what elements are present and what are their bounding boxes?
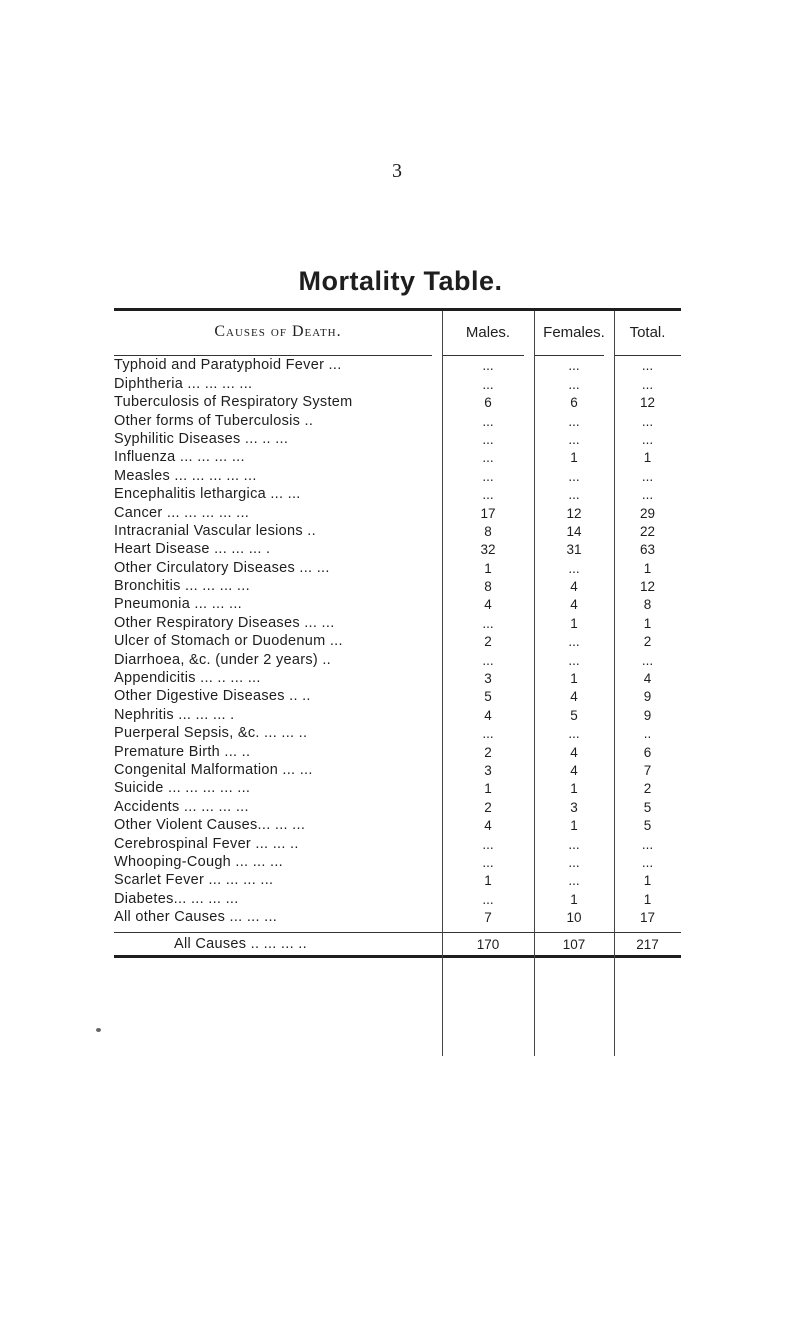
- row-cause: Syphilitic Diseases ... .. ...: [114, 430, 289, 447]
- row-total: 12: [639, 579, 656, 595]
- table-row: [114, 503, 681, 521]
- row-total: 9: [643, 689, 652, 705]
- row-total: ...: [641, 468, 654, 484]
- row-females: 10: [566, 910, 582, 926]
- row-total: 12: [639, 395, 656, 411]
- table-row: [114, 889, 681, 907]
- row-females: 4: [570, 744, 578, 760]
- row-total: ...: [641, 413, 654, 429]
- row-males: 1: [484, 873, 492, 889]
- table-row: [114, 448, 681, 466]
- row-cause: Heart Disease ... ... ... .: [114, 541, 271, 558]
- row-males: 1: [484, 560, 492, 576]
- table-row: [114, 558, 681, 576]
- header-females: Females.: [543, 323, 605, 341]
- table-row: [114, 853, 681, 871]
- row-females: 6: [570, 395, 578, 411]
- row-cause: Other Circulatory Diseases ... ...: [114, 559, 330, 576]
- row-total: ...: [641, 652, 654, 668]
- row-cause: Other Respiratory Diseases ... ...: [114, 614, 335, 631]
- row-females: ...: [568, 560, 580, 576]
- row-cause: Measles ... ... ... ... ...: [114, 467, 257, 484]
- row-females: 1: [570, 450, 578, 466]
- table-row: [114, 797, 681, 815]
- row-cause: Tuberculosis of Respiratory System: [114, 394, 353, 411]
- row-total: ...: [641, 836, 654, 852]
- row-males: 8: [484, 579, 492, 595]
- table-row: [114, 466, 681, 484]
- table-row: [114, 742, 681, 760]
- row-total: 6: [643, 744, 652, 760]
- row-total: 2: [643, 781, 652, 797]
- row-total: 63: [639, 542, 656, 558]
- row-males: ...: [482, 891, 494, 907]
- row-females: 1: [570, 781, 578, 797]
- table-row: [114, 577, 681, 595]
- row-males: ...: [482, 836, 494, 852]
- row-males: ...: [482, 487, 494, 503]
- row-males: 3: [484, 671, 492, 687]
- row-males: ...: [482, 358, 494, 374]
- row-males: ...: [482, 431, 494, 447]
- row-females: ...: [568, 431, 580, 447]
- table-row: [114, 669, 681, 687]
- row-cause: Suicide ... ... ... ... ...: [114, 780, 251, 797]
- row-cause: Other forms of Tuberculosis ..: [114, 412, 314, 429]
- row-cause: Accidents ... ... ... ...: [114, 798, 249, 815]
- row-males: 6: [484, 395, 492, 411]
- row-total: 17: [639, 910, 656, 926]
- row-females: 1: [570, 891, 578, 907]
- table-row: [114, 430, 681, 448]
- row-males: ...: [482, 413, 494, 429]
- row-cause: All other Causes ... ... ...: [114, 909, 278, 926]
- row-females: ...: [568, 413, 580, 429]
- row-females: ...: [568, 634, 580, 650]
- row-total: 2: [643, 634, 652, 650]
- row-males: ...: [482, 376, 494, 392]
- row-cause: Nephritis ... ... ... .: [114, 706, 235, 723]
- totals-total: 217: [636, 936, 659, 952]
- row-total: 5: [643, 799, 652, 815]
- row-total: 29: [639, 505, 656, 521]
- row-males: 7: [484, 910, 492, 926]
- row-males: ...: [482, 726, 494, 742]
- row-total: 7: [643, 762, 652, 778]
- row-total: 22: [639, 523, 656, 539]
- table-row: [114, 393, 681, 411]
- row-total: 1: [643, 560, 652, 576]
- row-females: 5: [570, 707, 578, 723]
- row-cause: Diarrhoea, &c. (under 2 years) ..: [114, 651, 332, 668]
- totals-females: 107: [562, 936, 586, 952]
- table-row: [114, 650, 681, 668]
- row-cause: Premature Birth ... ..: [114, 743, 251, 760]
- row-cause: Cerebrospinal Fever ... ... ..: [114, 835, 299, 852]
- row-males: 17: [480, 505, 496, 521]
- header-rule: [114, 355, 681, 356]
- row-total: 1: [643, 450, 652, 466]
- row-males: 3: [484, 762, 492, 778]
- row-males: 5: [484, 689, 492, 705]
- row-females: ...: [568, 468, 580, 484]
- row-females: 1: [570, 615, 578, 631]
- table-row: [114, 761, 681, 779]
- row-females: 31: [566, 542, 582, 558]
- header-total: Total.: [629, 323, 666, 341]
- row-total: 9: [643, 707, 652, 723]
- row-total: 5: [643, 818, 652, 834]
- row-females: ...: [568, 873, 580, 889]
- row-total: 4: [643, 671, 652, 687]
- mortality-table: [114, 308, 681, 958]
- totals-row: [114, 933, 681, 955]
- row-total: ...: [641, 854, 654, 870]
- row-total: ...: [641, 358, 654, 374]
- row-total: 8: [643, 597, 652, 613]
- row-cause: Other Violent Causes... ... ...: [114, 817, 306, 834]
- totals-label: All Causes .. ... ... ..: [174, 936, 307, 953]
- row-males: ...: [482, 854, 494, 870]
- table-row: [114, 411, 681, 429]
- row-males: 2: [484, 634, 492, 650]
- row-males: 4: [484, 597, 492, 613]
- row-females: ...: [568, 487, 580, 503]
- row-males: 2: [484, 799, 492, 815]
- row-cause: Encephalitis lethargica ... ...: [114, 486, 301, 503]
- row-cause: Typhoid and Paratyphoid Fever ...: [114, 357, 342, 374]
- row-males: 8: [484, 523, 492, 539]
- table-row: [114, 374, 681, 392]
- row-females: 3: [570, 799, 578, 815]
- table-row: [114, 871, 681, 889]
- table-row: [114, 834, 681, 852]
- row-females: 4: [570, 762, 578, 778]
- table-row: [114, 705, 681, 723]
- row-cause: Intracranial Vascular lesions ..: [114, 522, 316, 539]
- row-cause: Other Digestive Diseases .. ..: [114, 688, 311, 705]
- table-row: [114, 632, 681, 650]
- row-males: ...: [482, 615, 494, 631]
- table-row: [114, 595, 681, 613]
- row-cause: Puerperal Sepsis, &c. ... ... ..: [114, 725, 308, 742]
- row-total: ..: [643, 726, 652, 742]
- row-females: 14: [566, 523, 582, 539]
- row-females: ...: [568, 376, 580, 392]
- row-cause: Scarlet Fever ... ... ... ...: [114, 872, 274, 889]
- row-cause: Cancer ... ... ... ... ...: [114, 504, 250, 521]
- header-cause: Causes of Death.: [214, 323, 342, 340]
- row-males: 4: [484, 707, 492, 723]
- row-total: 1: [643, 891, 652, 907]
- table-row: [114, 613, 681, 631]
- row-males: 2: [484, 744, 492, 760]
- row-cause: Appendicitis ... .. ... ...: [114, 670, 261, 687]
- table-body: [114, 356, 681, 926]
- row-males: ...: [482, 652, 494, 668]
- row-cause: Ulcer of Stomach or Duodenum ...: [114, 633, 343, 650]
- page-number: 3: [392, 160, 402, 182]
- table-row: [114, 816, 681, 834]
- row-males: 1: [484, 781, 492, 797]
- row-females: ...: [568, 358, 580, 374]
- table-row: [114, 522, 681, 540]
- row-cause: Congenital Malformation ... ...: [114, 761, 313, 778]
- row-females: 1: [570, 671, 578, 687]
- row-cause: Influenza ... ... ... ...: [114, 449, 245, 466]
- page-title: Mortality Table.: [298, 266, 503, 296]
- table-header: [114, 311, 681, 353]
- row-males: 32: [480, 542, 496, 558]
- table-row: [114, 356, 681, 374]
- row-females: 12: [566, 505, 582, 521]
- totals-males: 170: [476, 936, 500, 952]
- row-females: ...: [568, 726, 580, 742]
- row-cause: Pneumonia ... ... ...: [114, 596, 242, 613]
- row-males: ...: [482, 468, 494, 484]
- row-females: 1: [570, 818, 578, 834]
- row-total: 1: [643, 615, 652, 631]
- row-males: ...: [482, 450, 494, 466]
- table-row: [114, 908, 681, 926]
- row-males: 4: [484, 818, 492, 834]
- row-total: ...: [641, 376, 654, 392]
- row-cause: Diabetes... ... ... ...: [114, 890, 239, 907]
- table-row: [114, 779, 681, 797]
- row-females: ...: [568, 836, 580, 852]
- table-row: [114, 485, 681, 503]
- row-females: ...: [568, 652, 580, 668]
- table-row: [114, 724, 681, 742]
- row-cause: Bronchitis ... ... ... ...: [114, 578, 250, 595]
- table-bottom-rule: [114, 955, 681, 958]
- row-cause: Whooping-Cough ... ... ...: [114, 853, 283, 870]
- row-females: 4: [570, 579, 578, 595]
- row-total: ...: [641, 487, 654, 503]
- row-females: 4: [570, 689, 578, 705]
- table-row: [114, 687, 681, 705]
- header-males: Males.: [465, 323, 511, 341]
- row-total: 1: [643, 873, 652, 889]
- table-row: [114, 540, 681, 558]
- row-females: ...: [568, 854, 580, 870]
- page-speck: [96, 1028, 101, 1032]
- row-females: 4: [570, 597, 578, 613]
- row-cause: Diphtheria ... ... ... ...: [114, 375, 253, 392]
- row-total: ...: [641, 431, 654, 447]
